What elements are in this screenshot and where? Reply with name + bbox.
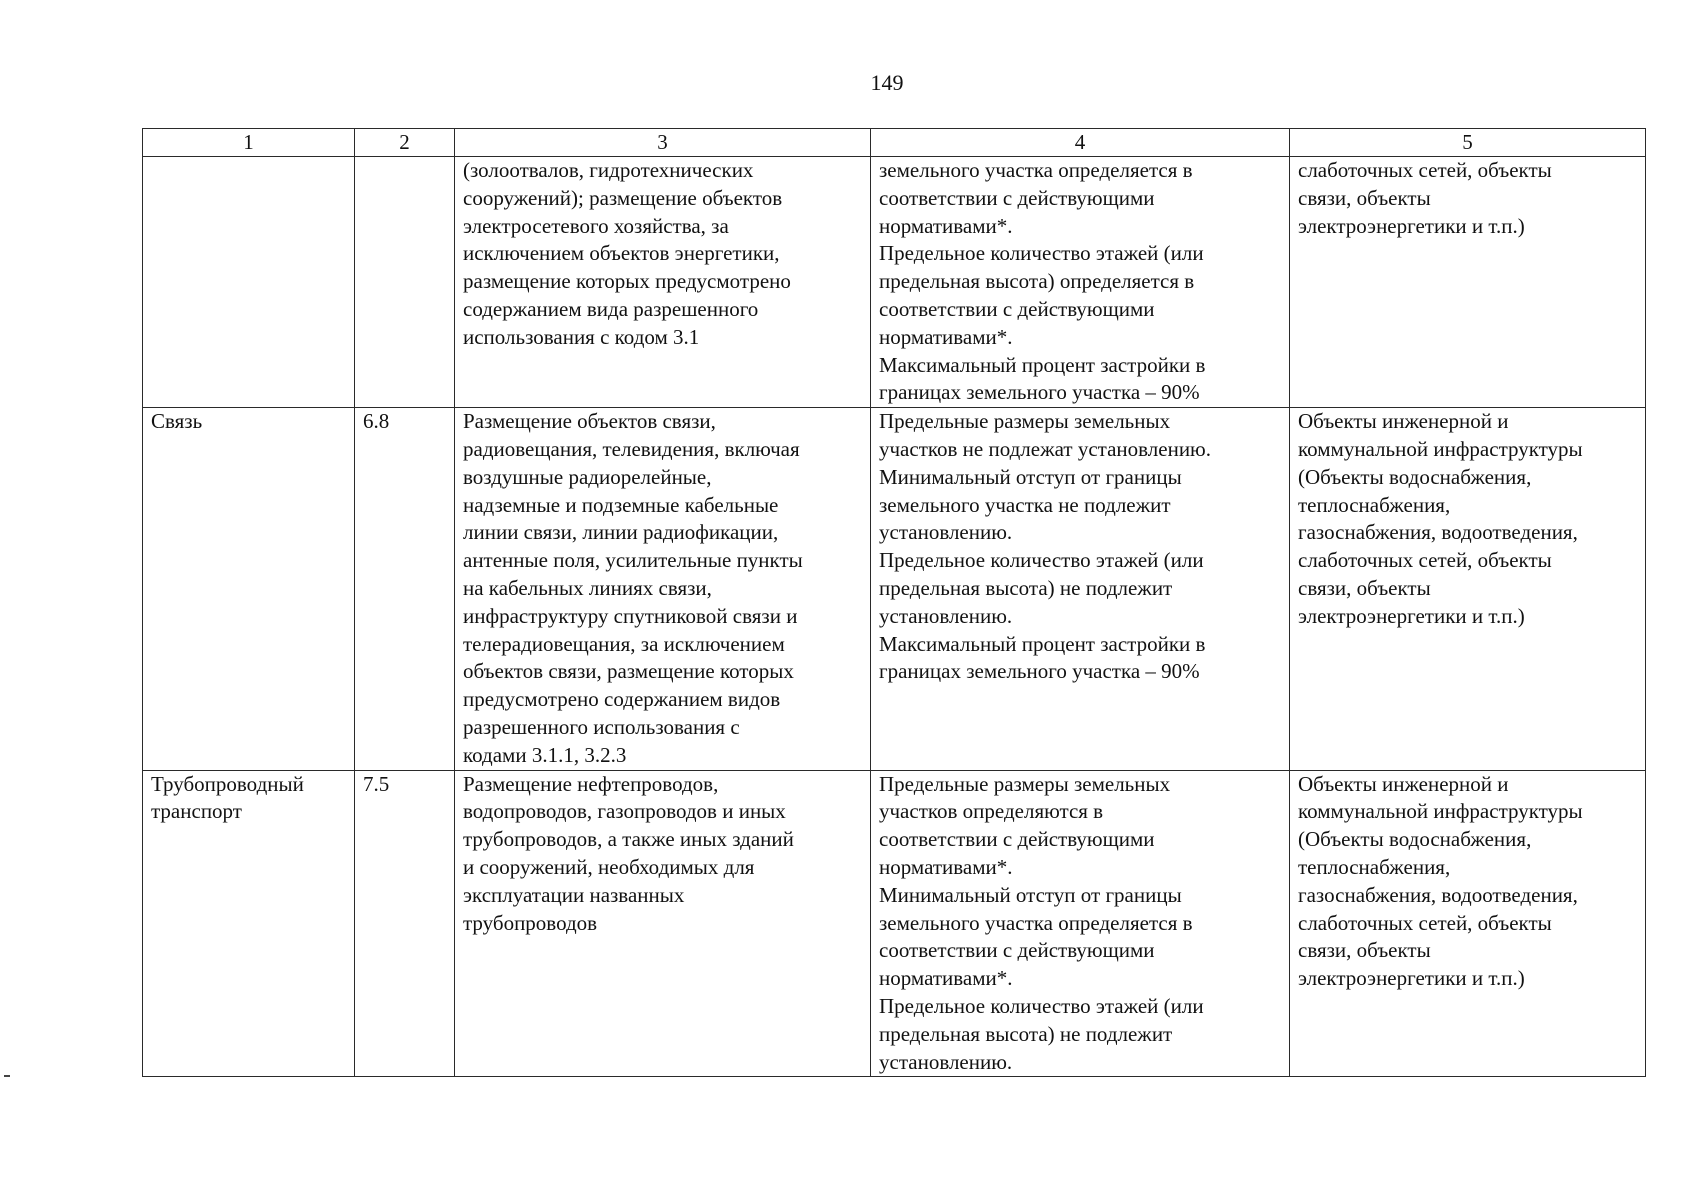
table-header-row <box>143 129 1646 157</box>
table-row <box>143 157 1646 408</box>
use-type-code-cell <box>355 157 455 408</box>
building-parameters-cell: Предельные размеры земельных участков определяются в соответствии с действующими нормативами*. Минимальный отступ от границы земельного участка определяется в соответствии с действующими нормативами*. Предельное количество этажей (или предельная высота) не подлежит установлению. <box>871 770 1290 1077</box>
use-type-code-cell: 6.8 <box>355 408 455 770</box>
scan-margin-mark <box>4 1075 10 1077</box>
building-parameters-cell: земельного участка определяется в соответствии с действующими нормативами*. Предельное количество этажей (или предельная высота) определяется в соответствии с действующими нормативами*. Максимальный процент застройки в границах земельного участка – 90% <box>871 157 1290 408</box>
use-description-cell: Размещение нефтепроводов, водопроводов, газопроводов и иных трубопроводов, а также иных зданий и сооружений, необходимых для эксплуатации названных трубопроводов <box>455 770 871 1077</box>
auxiliary-uses-cell: Объекты инженерной и коммунальной инфраструктуры (Объекты водоснабжения, теплоснабжения, газоснабжения, водоотведения, слаботочных сетей, объекты связи, объекты электроэнергетики и т.п.) <box>1290 770 1646 1077</box>
use-type-code-cell: 7.5 <box>355 770 455 1077</box>
use-type-name-cell <box>143 157 355 408</box>
auxiliary-uses-cell: Объекты инженерной и коммунальной инфраструктуры (Объекты водоснабжения, теплоснабжения, газоснабжения, водоотведения, слаботочных сетей, объекты связи, объекты электроэнергетики и т.п.) <box>1290 408 1646 770</box>
land-use-table <box>142 128 1646 1077</box>
column-header-3: 3 <box>455 129 871 157</box>
table-row <box>143 770 1646 1077</box>
page-number: 149 <box>870 70 904 95</box>
use-description-cell: Размещение объектов связи, радиовещания, телевидения, включая воздушные радиорелейные, надземные и подземные кабельные линии связи, линии радиофикации, антенные поля, усилительные пункты на кабельных линиях связи, инфраструктуру спутниковой связи и телерадиовещания, за исключением объектов связи, размещение которых предусмотрено содержанием видов разрешенного использования с кодами 3.1.1, 3.2.3 <box>455 408 871 770</box>
building-parameters-cell: Предельные размеры земельных участков не подлежат установлению. Минимальный отступ от границы земельного участка не подлежит установлению. Предельное количество этажей (или предельная высота) не подлежит установлению. Максимальный процент застройки в границах земельного участка – 90% <box>871 408 1290 770</box>
table-row <box>143 408 1646 770</box>
use-type-name-cell: Связь <box>143 408 355 770</box>
column-header-4: 4 <box>871 129 1290 157</box>
column-header-1: 1 <box>143 129 355 157</box>
column-header-5: 5 <box>1290 129 1646 157</box>
column-header-2: 2 <box>355 129 455 157</box>
auxiliary-uses-cell: слаботочных сетей, объекты связи, объекты электроэнергетики и т.п.) <box>1290 157 1646 408</box>
use-description-cell: (золоотвалов, гидротехнических сооружений); размещение объектов электросетевого хозяйства, за исключением объектов энергетики, размещение которых предусмотрено содержанием вида разрешенного использования с кодом 3.1 <box>455 157 871 408</box>
use-type-name-cell: Трубопроводный транспорт <box>143 770 355 1077</box>
